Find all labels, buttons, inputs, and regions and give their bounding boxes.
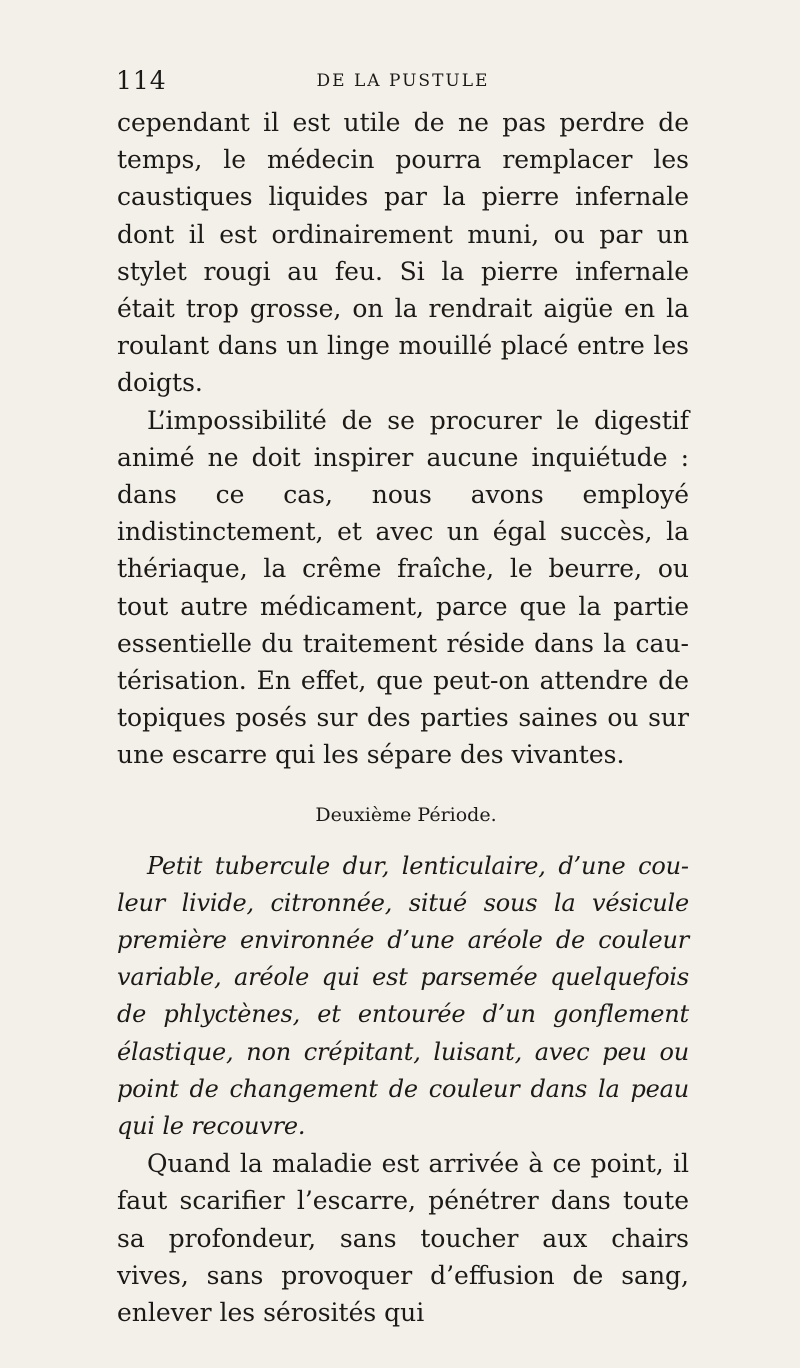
page-number: 114 [116, 66, 167, 95]
page-header [116, 66, 690, 96]
section-heading-second-period: Deuxième Période. [315, 803, 497, 826]
running-title: DE LA PUSTULE [316, 71, 490, 91]
paragraph-scarification: Quand la maladie est arrivée à ce point, il faut scarifier l’escarre, pénétrer dans toute sa profondeur, sans toucher aux chairs vives, sans provoquer d’effusion de sang, enlever les sérosités qui [117, 1149, 689, 1328]
paragraph-cauterization-alternatives: cependant il est utile de ne pas perdre de temps, le médecin pourra remplacer les caustiques liquides par la pierre infernale dont il est ordinairement muni, ou par un stylet rougi au feu. Si la pierre infernale était trop grosse, on la rendrait aigüe en la roulant dans un linge mouillé placé entre les doigts. [117, 108, 689, 398]
body-text [117, 104, 689, 1331]
paragraph-digestif: L’impossibilité de se procurer le digestif animé ne doit inspirer aucune inquiétude : dans ce cas, nous avons employé indistinctement, et avec un égal succès, la thériaque, la crême fraîche, le beurre, ou tout autre médicament, parce que la partie essentielle du traitement réside dans la cautérisation. En effet, que peut-on attendre de topiques posés sur des parties saines ou sur une escarre qui les sépare des vivantes. [117, 405, 689, 770]
paragraph-symptoms-italic: Petit tubercule dur, lenticulaire, d’une couleur livide, citronnée, situé sous la vésicule première environnée d’une aréole de couleur variable, aréole qui est parsemée quelquefois de phlyctènes, et entourée d’un gonflement élastique, non crépitant, luisant, avec peu ou point de changement de couleur dans la peau qui le recouvre. [117, 851, 689, 1141]
